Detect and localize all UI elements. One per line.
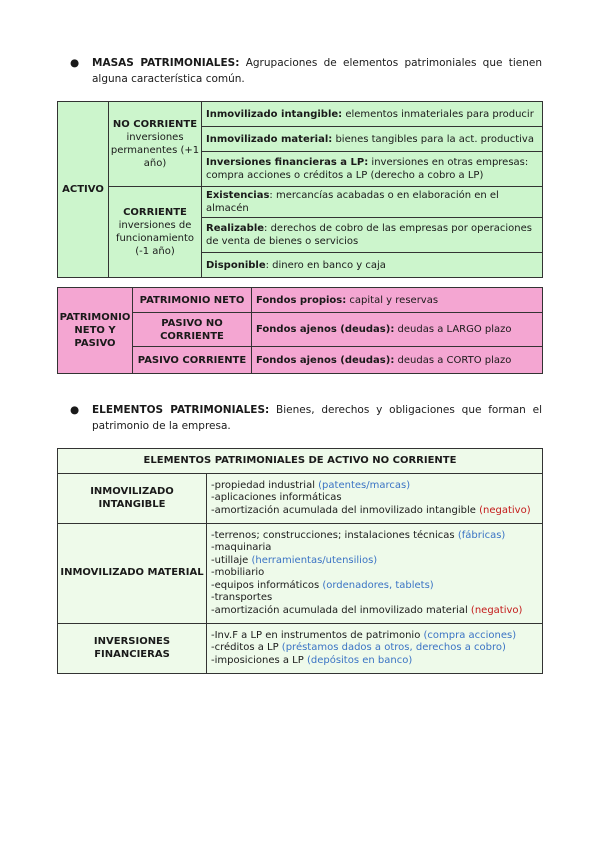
patrimonio-type: PATRIMONIO NETO [133, 288, 252, 313]
elementos-title: ELEMENTOS PATRIMONIALES: [92, 404, 270, 416]
financieras-list: -Inv.F a LP en instrumentos de patrimonio (compra acciones) -créditos a LP (préstamos dados a otros, derechos a cobro) -imposiciones a LP (depósitos en banco) [207, 624, 543, 674]
patrimonio-row: Fondos ajenos (deudas): deudas a CORTO plazo [252, 347, 543, 374]
no-corriente-title: NO CORRIENTE [112, 119, 198, 130]
elementos-table-header: ELEMENTOS PATRIMONIALES DE ACTIVO NO CORRIENTE [58, 449, 543, 474]
activo-label: ACTIVO [58, 102, 109, 278]
activo-row: Existencias: mercancías acabadas o en elaboración en el almacén [202, 187, 543, 218]
elementos-table [57, 448, 543, 674]
masas-patrimoniales-paragraph [70, 55, 542, 87]
masas-text: Agrupaciones de elementos patrimoniales que tienen alguna característica común. [92, 57, 542, 85]
no-corriente-sub: inversiones permanentes (+1 año) [110, 132, 200, 169]
patrimonio-type: PASIVO CORRIENTE [133, 347, 252, 374]
activo-row: Disponible: dinero en banco y caja [202, 253, 543, 278]
no-corriente-cell [109, 102, 202, 187]
patrimonio-label: PATRIMONIO NETO Y PASIVO [58, 288, 133, 374]
masas-title: MASAS PATRIMONIALES: [92, 57, 240, 69]
elementos-patrimoniales-paragraph [70, 402, 542, 434]
bullet-icon: ● [70, 404, 80, 416]
intangible-label: INMOVILIZADO INTANGIBLE [58, 474, 207, 524]
corriente-cell [109, 187, 202, 278]
patrimonio-table [57, 287, 543, 374]
material-label: INMOVILIZADO MATERIAL [58, 524, 207, 624]
patrimonio-type: PASIVO NO CORRIENTE [133, 313, 252, 347]
financieras-label: INVERSIONES FINANCIERAS [58, 624, 207, 674]
corriente-sub: inversiones de funcionamiento (-1 año) [115, 220, 195, 257]
activo-row: Realizable: derechos de cobro de las empresas por operaciones de venta de bienes o servicios [202, 218, 543, 253]
intangible-list: -propiedad industrial (patentes/marcas) -aplicaciones informáticas -amortización acumulada del inmovilizado intangible (negativo) [207, 474, 543, 524]
activo-row: Inversiones financieras a LP: inversiones en otras empresas: compra acciones o créditos a LP (derecho a cobro a LP) [202, 152, 543, 187]
activo-table [57, 101, 543, 278]
material-list: -terrenos; construcciones; instalaciones técnicas (fábricas) -maquinaria -utillaje (herramientas/utensilios) -mobiliario -equipos informáticos (ordenadores, tablets) -transportes -amortización acumulada del inmovilizado material (negativo) [207, 524, 543, 624]
activo-row: Inmovilizado material: bienes tangibles para la act. productiva [202, 127, 543, 152]
corriente-title: CORRIENTE [123, 207, 187, 218]
patrimonio-row: Fondos ajenos (deudas): deudas a LARGO plazo [252, 313, 543, 347]
activo-row: Inmovilizado intangible: elementos inmateriales para producir [202, 102, 543, 127]
elementos-text: Bienes, derechos y obligaciones que forman el patrimonio de la empresa. [92, 404, 542, 432]
bullet-icon: ● [70, 57, 80, 69]
patrimonio-row: Fondos propios: capital y reservas [252, 288, 543, 313]
